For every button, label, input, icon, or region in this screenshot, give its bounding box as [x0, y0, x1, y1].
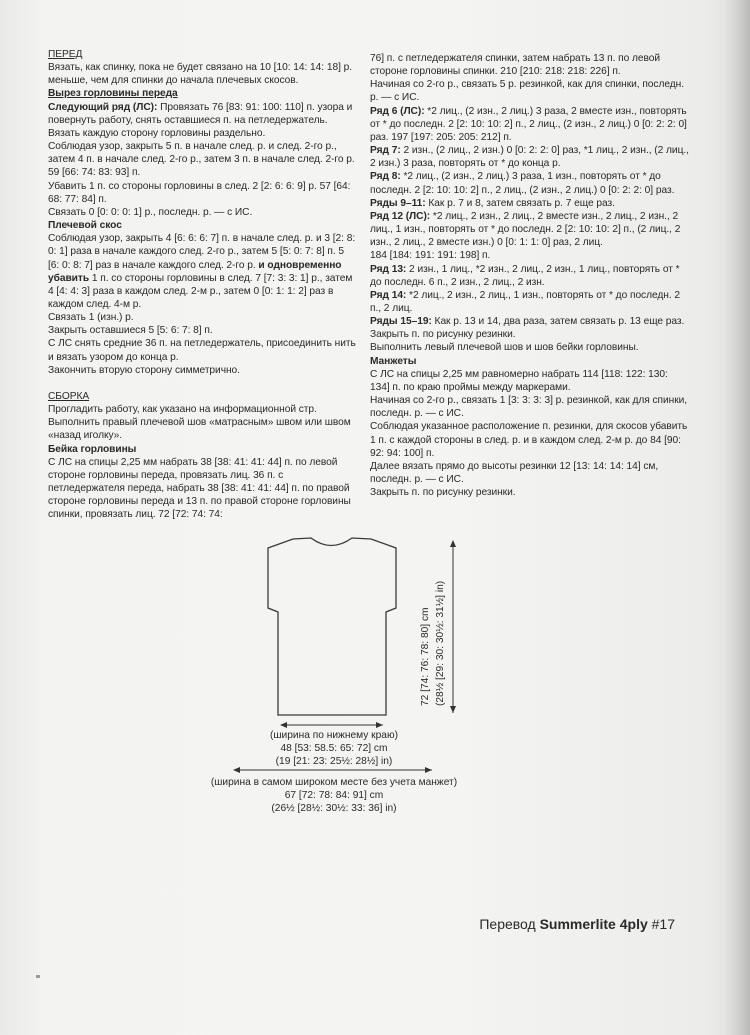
rows-15-19-text: Как р. 13 и 14, два раза, затем связать р. 13 еще раз.: [431, 316, 685, 328]
rows-9-11-text: Как р. 7 и 8, затем связать р. 7 еще раз.: [425, 197, 615, 209]
binding-paragraph-1: С ЛС на спицы 2,25 мм набрать 38 [38: 41: 41: 44] п. по левой стороне горловины переда, провязать лиц. 36 п. с петледержателя переда, набрать 38 [38: 41: 41: 44] п. по правой стороне горловины переда и 13 п. по правой стороне горловины спинки, провязать лиц. 72 [72: 74: 74:: [48, 456, 351, 521]
cuffs-paragraph-2: Начиная со 2-го р., связать 1 [3: 3: 3: 3] р. резинкой, как для спинки, последн. р. — с ИС.: [370, 395, 688, 420]
neck-paragraph-1: Вязать каждую сторону горловины раздельно.: [48, 127, 266, 139]
row-6-label: Ряд 6 (ЛС):: [370, 105, 425, 117]
footer-prefix: Перевод: [479, 916, 540, 932]
neck-heading: Вырез горловины переда: [48, 88, 178, 100]
footer-brand: Summerlite 4ply: [539, 916, 648, 932]
hem-width-cm: 48 [53: 58.5: 65: 72] cm: [280, 743, 388, 754]
scan-mark: [36, 975, 40, 978]
shoulder-paragraph-2: Связать 1 (изн.) р.: [48, 312, 134, 324]
continued-paragraph-1: 76] п. с петледержателя спинки, затем набрать 13 п. по левой стороне горловины спинки. 210 [210: 218: 218: 226] п.: [370, 53, 661, 78]
neck-paragraph-4: Связать 0 [0: 0: 0: 1] р., последн. р. — с ИС.: [48, 206, 253, 218]
front-heading: ПЕРЕД: [48, 49, 83, 60]
row-7-label: Ряд 7:: [370, 145, 401, 157]
row-6-text: *2 лиц., (2 изн., 2 лиц.) 3 раза, 2 вместе изн., повторять от * до последн. 2 [2: 10: 10: 2] п., 2 лиц., (2 изн., 2 лиц.) 0 [0: 2: 2: 0] раз. 197 [197: 205: 205: 212] п.: [370, 105, 687, 143]
length-in: (28½ [29: 30: 30½: 31½] in): [435, 580, 446, 706]
widest-width-in: (26½ [28½: 30½: 33: 36] in): [271, 803, 397, 814]
close-paragraph-1: Закрыть п. по рисунку резинки.: [370, 329, 516, 341]
row-12-label: Ряд 12 (ЛС):: [370, 210, 431, 222]
neck-paragraph-3: Убавить 1 п. со стороны горловины в след. 2 [2: 6: 6: 9] р. 57 [64: 68: 77: 84] п.: [48, 180, 351, 205]
assembly-paragraph-1: Прогладить работу, как указано на информационной стр.: [48, 404, 317, 416]
next-row-text: Провязать 76 [83: 91: 100: 110] п. узора и повернуть работу, снять оставшиеся п. на петледержатель.: [48, 101, 353, 126]
shoulder-paragraph-4: С ЛС снять средние 36 п. на петледержатель, присоединить нить и вязать узором до конца р.: [48, 338, 356, 363]
shoulder-text-a: Соблюдая узор, закрыть 4 [6: 6: 6: 7] п. в начале след. р. и 3 [2: 8: 0: 1] раза в начале каждого след. 2-го р., затем 5 [5: 0: 7: 8] п. 5 [6: 0: 8: 7] раз в начале каждого след. 2-го р.: [48, 233, 356, 271]
row-13-label: Ряд 13:: [370, 263, 407, 275]
cuffs-paragraph-4: Далее вязать прямо до высоты резинки 12 [13: 14: 14: 14] см, последн. р. — с ИС.: [370, 460, 659, 485]
shoulder-paragraph-5: Закончить вторую сторону симметрично.: [48, 364, 240, 376]
shoulder-text-c: 1 п. со стороны горловины в след. 7 [7: 3: 3: 1] р., затем 4 [4: 4: 3] раза в каждом след. 2-м р., затем 0 [0: 1: 1: 2] раз в каждом след. 4-м р.: [48, 272, 353, 310]
neck-paragraph-2: Соблюдая узор, закрыть 5 п. в начале след. р. и след. 2-го р., затем 4 п. в начале след. 2-го р., затем 3 п. в начале след. 2-го р. 59 [66: 74: 83: 93] п.: [48, 141, 355, 179]
row-8-label: Ряд 8:: [370, 171, 401, 183]
widest-width-cm: 67 [72: 78: 84: 91] cm: [284, 790, 384, 801]
cuffs-paragraph-3: Соблюдая указанное расположение п. резинки, для скосов убавить 1 п. с каждой стороны в след. р. и в каждом след. 2-м р. до 84 [90: 92: 94: 100] п.: [370, 421, 688, 459]
shoulder-text-b: и одновременно убавить: [48, 259, 342, 284]
hem-width-label: (ширина по нижнему краю): [269, 730, 399, 741]
front-text: Вязать, как спинку, пока не будет связано на 10 [10: 14: 14: 18] р. меньше, чем для спинки до начала плечевых скосов.: [48, 62, 353, 87]
page-footer: [0, 916, 675, 932]
binding-heading: Бейка горловины: [48, 443, 137, 455]
garment-outline: [268, 538, 396, 715]
row-8-text: *2 лиц., (2 изн., 2 лиц.) 3 раза, 1 изн., повторять от * до последн. 2 [2: 10: 10: 2] п., 2 лиц., (2 изн., 2 лиц.) 0 [0: 2: 2: 0] раз.: [370, 171, 675, 196]
row-12-text: *2 лиц., 2 изн., 2 лиц., 2 вместе изн., 2 лиц., 2 изн., 2 лиц., 1 изн., повторять от * до последн. 2 [2: 10: 10: 2] п., (2 лиц., 2 изн., 2 лиц., 2 вместе изн.) 0 [0: 1: 1: 0] раз, 2 лиц.: [370, 210, 681, 249]
cuffs-heading: Манжеты: [370, 355, 417, 367]
row-14-text: *2 лиц., 2 изн., 2 лиц., 1 изн., повторять от * до последн. 2 п., 2 лиц.: [370, 289, 681, 314]
shoulder-paragraph-3: Закрыть оставшиеся 5 [5: 6: 7: 8] п.: [48, 325, 213, 337]
continued-paragraph-2: Начиная со 2-го р., связать 5 р. резинкой, как для спинки, последн. р. — с ИС.: [370, 79, 684, 104]
assembly-paragraph-2: Выполнить правый плечевой шов «матрасным» швом или швом «назад иголку».: [48, 417, 351, 442]
hem-width-in: (19 [21: 23: 25½: 28½] in): [275, 756, 393, 767]
row-13-text: 2 изн., 1 лиц., *2 изн., 2 лиц., 2 изн., 1 лиц., повторять от * до последн. 6 п., 2 изн., 2 лиц., 2 изн.: [370, 263, 680, 288]
assembly-heading: СБОРКА: [48, 390, 90, 402]
row-12-count: 184 [184: 191: 191: 198] п.: [370, 250, 491, 262]
row-14-label: Ряд 14:: [370, 289, 407, 301]
next-row-label: Следующий ряд (ЛС):: [48, 101, 158, 113]
widest-width-label: (ширина в самом широком месте без учета манжет): [210, 777, 458, 788]
rows-9-11-label: Ряды 9–11:: [370, 197, 426, 209]
cuffs-paragraph-1: С ЛС на спицы 2,25 мм равномерно набрать 114 [118: 122: 130: 134] п. по краю проймы между маркерами.: [370, 368, 668, 393]
length-cm: 72 [74: 76: 78: 80] cm: [420, 607, 431, 706]
row-7-text: 2 изн., (2 лиц., 2 изн.) 0 [0: 2: 2: 0] раз, *1 лиц., 2 изн., (2 лиц., 2 изн.) 3 раза, повторять от * до конца р.: [370, 145, 689, 170]
close-paragraph-2: Выполнить левый плечевой шов и шов бейки горловины.: [370, 342, 639, 354]
footer-page-number: #17: [647, 916, 675, 932]
rows-15-19-label: Ряды 15–19:: [370, 316, 432, 328]
cuffs-paragraph-5: Закрыть п. по рисунку резинки.: [370, 487, 516, 499]
shoulder-heading: Плечевой скос: [48, 220, 122, 232]
